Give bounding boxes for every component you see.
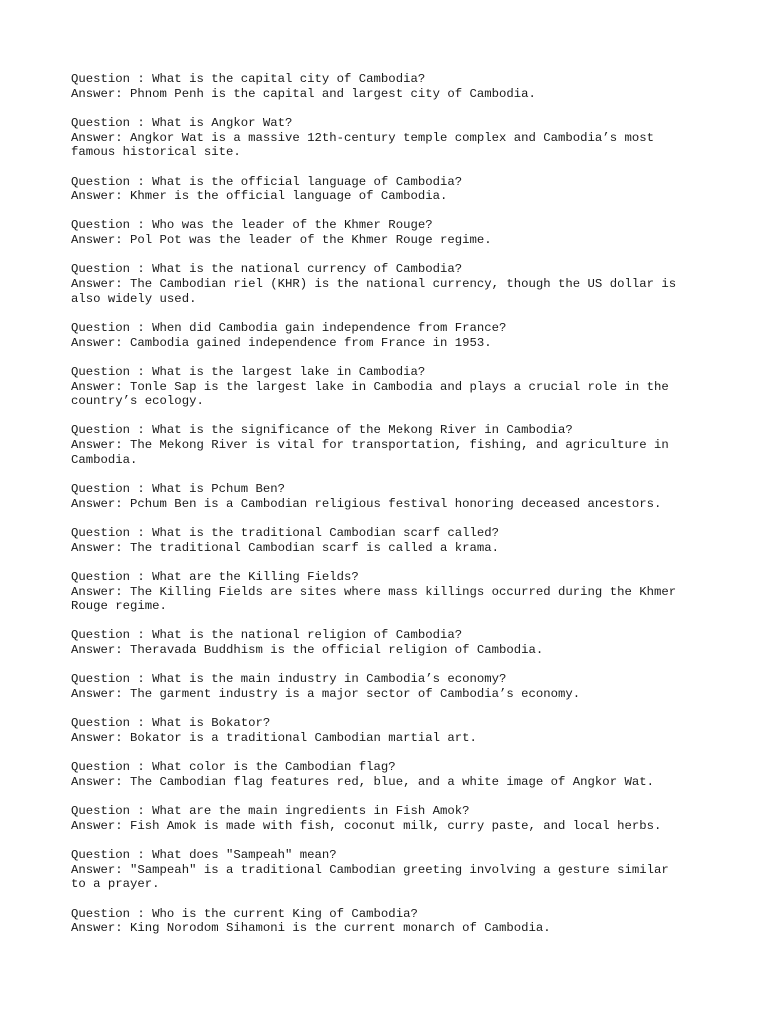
qa-item [71, 716, 711, 745]
qa-item [71, 365, 711, 409]
qa-item [71, 262, 711, 306]
answer-text: Answer: The Cambodian flag features red, blue, and a white image of Angkor Wat. [71, 774, 654, 789]
answer-text: Answer: Theravada Buddhism is the official religion of Cambodia. [71, 643, 544, 658]
answer-text: Answer: Pchum Ben is a Cambodian religious festival honoring deceased ancestors. [71, 496, 662, 511]
qa-item [71, 907, 711, 936]
question-text: Question : What is the significance of the Mekong River in Cambodia? [71, 423, 573, 438]
question-text: Question : What color is the Cambodian flag? [71, 760, 396, 775]
question-text: Question : What is the largest lake in Cambodia? [71, 364, 426, 379]
question-text: Question : What does "Sampeah" mean? [71, 848, 337, 863]
question-text: Question : What is Bokator? [71, 716, 271, 731]
question-text: Question : What is the traditional Cambodian scarf called? [71, 525, 500, 540]
qa-item [71, 116, 711, 160]
question-text: Question : What is Angkor Wat? [71, 115, 293, 130]
answer-text: Answer: Bokator is a traditional Cambodian martial art. [71, 731, 477, 745]
question-text: Question : What is the capital city of Cambodia? [71, 72, 426, 86]
question-text: Question : What is the official language of Cambodia? [71, 174, 463, 189]
answer-text: Answer: The Cambodian riel (KHR) is the national currency, though the US dollar is also widely used. [71, 277, 677, 306]
answer-text: Answer: Khmer is the official language of Cambodia. [71, 189, 448, 204]
qa-item [71, 760, 711, 789]
answer-text: Answer: Cambodia gained independence from France in 1953. [71, 335, 492, 350]
qa-item [71, 628, 711, 657]
answer-text: Answer: Fish Amok is made with fish, coconut milk, curry paste, and local herbs. [71, 818, 662, 833]
question-text: Question : What is the main industry in Cambodia’s economy? [71, 672, 507, 687]
qa-item [71, 218, 711, 247]
question-text: Question : Who is the current King of Cambodia? [71, 906, 418, 921]
answer-text: Answer: Pol Pot was the leader of the Khmer Rouge regime. [71, 233, 492, 248]
qa-item [71, 72, 711, 101]
answer-text: Answer: "Sampeah" is a traditional Cambodian greeting involving a gesture similar to a prayer. [71, 862, 669, 892]
question-text: Question : Who was the leader of the Khmer Rouge? [71, 218, 433, 233]
question-text: Question : When did Cambodia gain independence from France? [71, 320, 507, 335]
question-text: Question : What are the Killing Fields? [71, 569, 359, 584]
question-text: Question : What is Pchum Ben? [71, 482, 286, 497]
answer-text: Answer: Phnom Penh is the capital and largest city of Cambodia. [71, 86, 536, 101]
qa-item [71, 423, 711, 467]
question-text: Question : What is the national currency of Cambodia? [71, 262, 463, 277]
qa-item [71, 848, 711, 892]
qa-item [71, 526, 711, 555]
answer-text: Answer: Angkor Wat is a massive 12th-century temple complex and Cambodia’s most famous historical site. [71, 130, 654, 160]
answer-text: Answer: King Norodom Sihamoni is the current monarch of Cambodia. [71, 921, 551, 936]
qa-item [71, 672, 711, 701]
answer-text: Answer: The Mekong River is vital for transportation, fishing, and agriculture in Cambodia. [71, 438, 669, 467]
answer-text: Answer: The traditional Cambodian scarf is called a krama. [71, 540, 500, 555]
qa-item [71, 321, 711, 350]
question-text: Question : What is the national religion of Cambodia? [71, 628, 463, 643]
answer-text: Answer: The garment industry is a major sector of Cambodia’s economy. [71, 687, 581, 702]
qa-item [71, 804, 711, 833]
document-page [71, 72, 711, 951]
qa-item [71, 175, 711, 204]
qa-item [71, 482, 711, 511]
question-text: Question : What are the main ingredients in Fish Amok? [71, 804, 470, 819]
answer-text: Answer: The Killing Fields are sites where mass killings occurred during the Khmer Rouge regime. [71, 584, 677, 614]
answer-text: Answer: Tonle Sap is the largest lake in Cambodia and plays a crucial role in the country’s ecology. [71, 379, 669, 409]
qa-item [71, 570, 711, 614]
